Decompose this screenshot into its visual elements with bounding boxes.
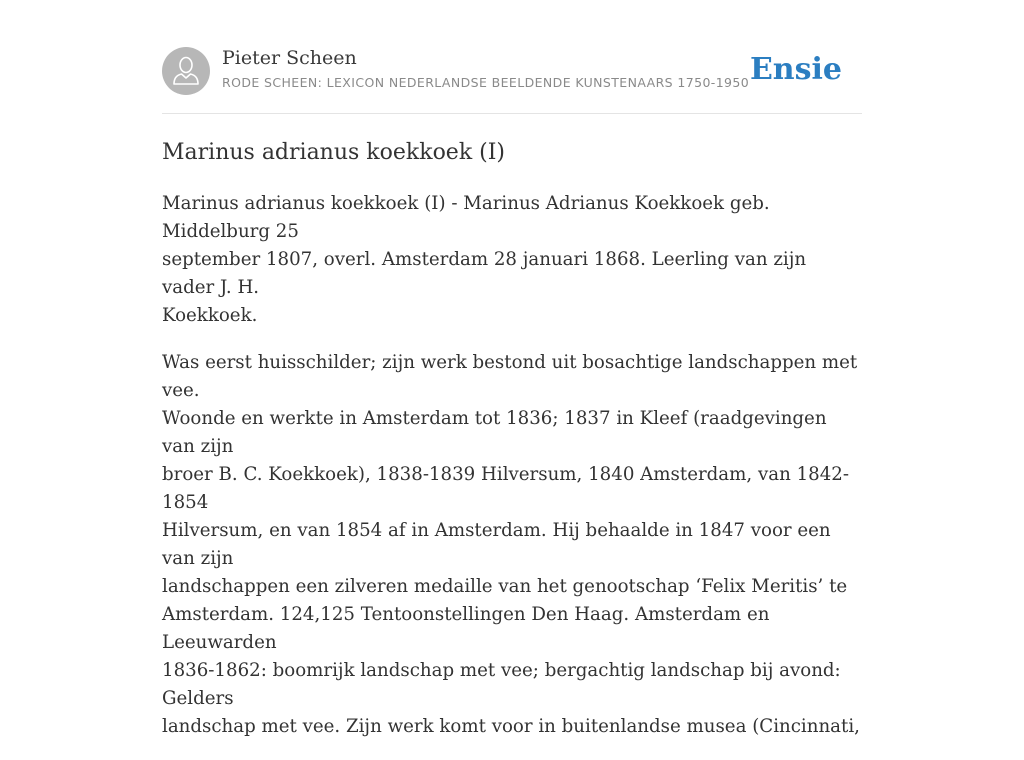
- paragraph-line: Hilversum, en van 1854 af in Amsterdam. Hij behaalde in 1847 voor een van zijn: [162, 520, 831, 569]
- paragraph-line: landschap met vee. Zijn werk komt voor in buitenlandse musea (Cincinnati,: [162, 716, 860, 737]
- source-lexicon[interactable]: RODE SCHEEN: LEXICON NEDERLANDSE BEELDENDE KUNSTENAARS 1750-1950: [222, 75, 750, 90]
- paragraph-line: 1836-1862: boomrijk landschap met vee; bergachtig landschap bij avond: Gelders: [162, 660, 841, 709]
- ensie-logo[interactable]: Ensie: [749, 52, 842, 87]
- paragraph-line: september 1807, overl. Amsterdam 28 januari 1868. Leerling van zijn vader J. H.: [162, 249, 807, 298]
- paragraph: [162, 190, 862, 330]
- paragraph-line: Was eerst huisschilder; zijn werk bestond uit bosachtige landschappen met vee.: [162, 352, 858, 401]
- paragraph-line: Amsterdam. 124,125 Tentoonstellingen Den Haag. Amsterdam en Leeuwarden: [162, 604, 770, 653]
- user-silhouette-icon: [162, 47, 210, 95]
- author-avatar[interactable]: [162, 47, 210, 95]
- paragraph: [162, 349, 862, 741]
- paragraph-line: broer B. C. Koekkoek), 1838-1839 Hilversum, 1840 Amsterdam, van 1842-1854: [162, 464, 849, 513]
- paragraph-line: landschappen een zilveren medaille van het genootschap ‘Felix Meritis’ te: [162, 576, 848, 597]
- paragraph-line: Marinus adrianus koekkoek (I) - Marinus Adrianus Koekkoek geb. Middelburg 25: [162, 193, 770, 242]
- article-title: Marinus adrianus koekkoek (I): [162, 140, 506, 165]
- paragraph-line: Koekkoek.: [162, 305, 258, 326]
- paragraph-line: Woonde en werkte in Amsterdam tot 1836; 1837 in Kleef (raadgevingen van zijn: [162, 408, 827, 457]
- header-divider: [162, 113, 862, 114]
- author-name[interactable]: Pieter Scheen: [222, 47, 357, 69]
- article-body: [162, 190, 862, 760]
- article-header: [162, 46, 862, 96]
